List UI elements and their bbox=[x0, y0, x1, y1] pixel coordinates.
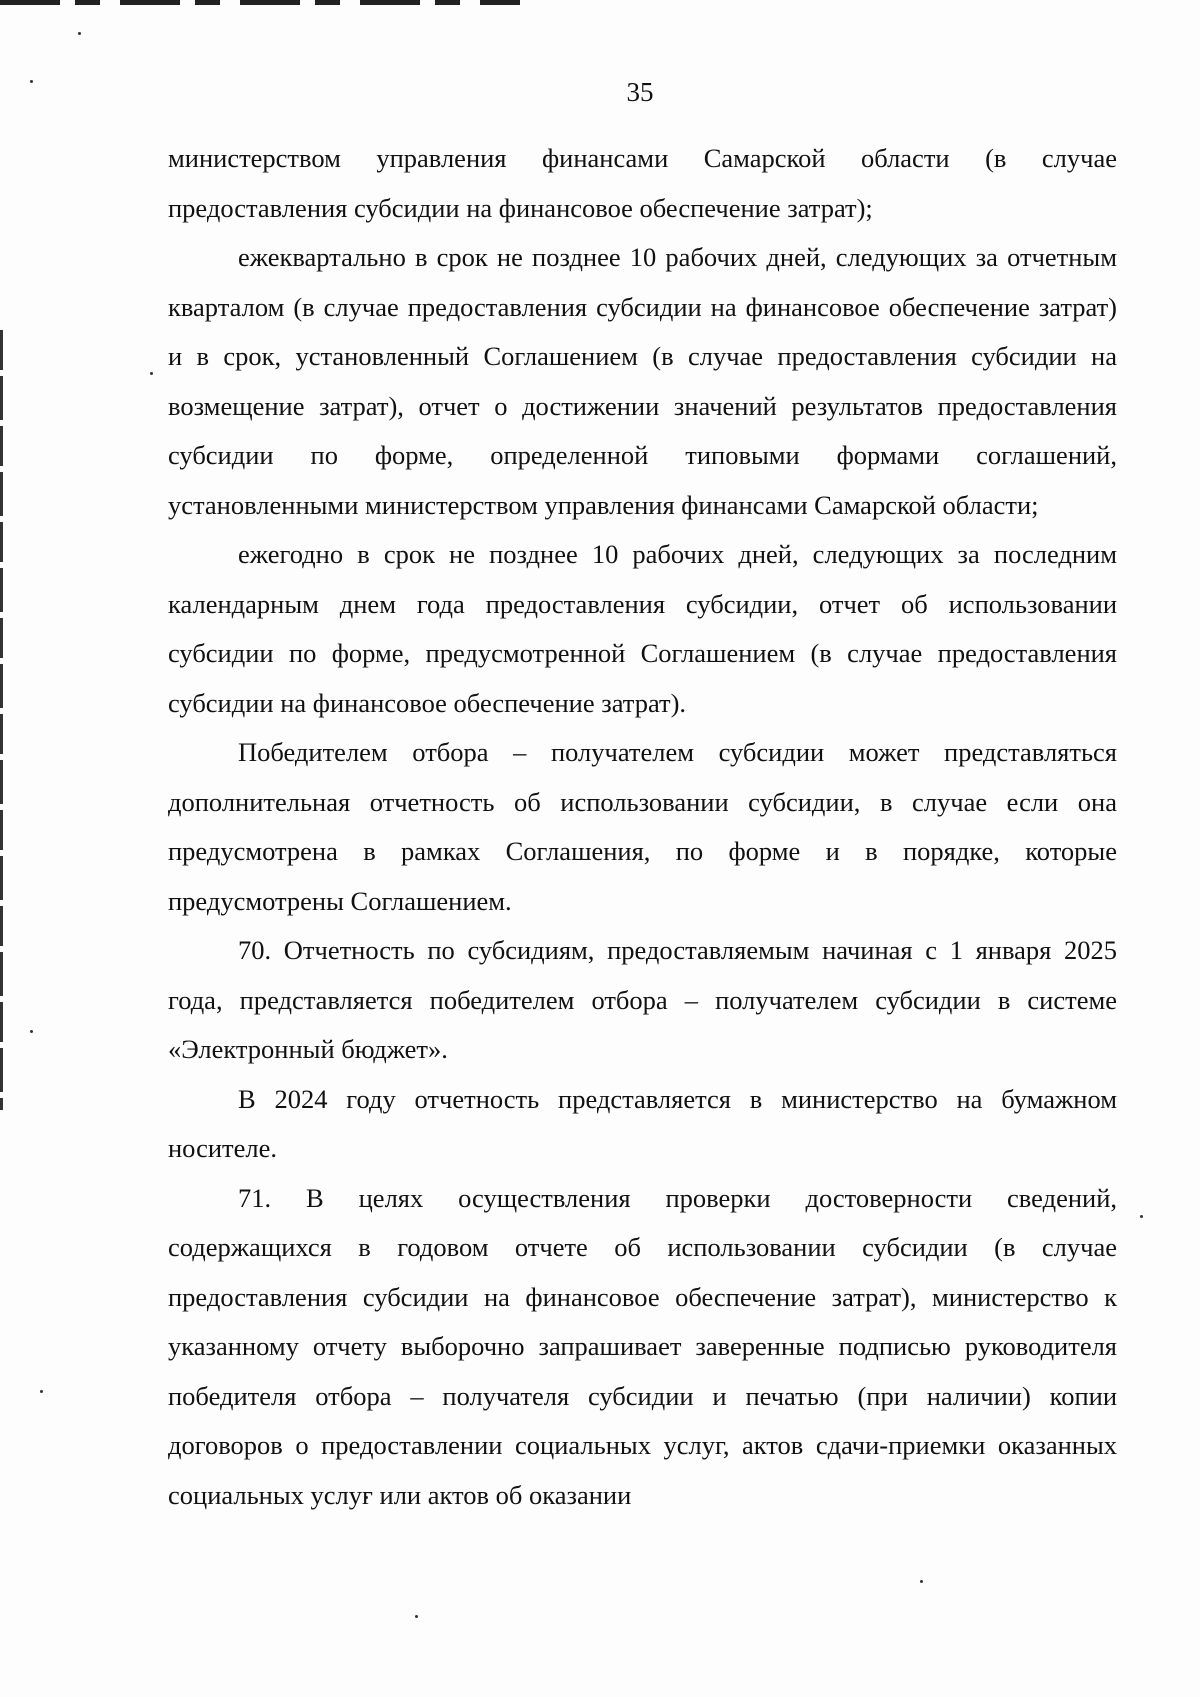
paragraph: 70. Отчетность по субсидиям, предоставляемым начиная с 1 января 2025 года, представляется победителем отбора – получателем субсидии в системе «Электронный бюджет». bbox=[168, 935, 1117, 1064]
scan-speck bbox=[415, 1615, 418, 1618]
scan-margin-artifact bbox=[0, 330, 3, 1110]
scan-speck bbox=[920, 1580, 923, 1583]
paragraph: ежеквартально в срок не позднее 10 рабочих дней, следующих за отчетным кварталом (в случае предоставления субсидии на финансовое обеспечение затрат) и в срок, установленный Соглашением (в случае предоставления субсидии на возмещение затрат), отчет о достижении значений результатов предоставления субсидии по форме, определенной типовыми формами соглашений, установленными министерством управления финансами Самарской области; bbox=[168, 242, 1117, 520]
paragraph: Победителем отбора – получателем субсидии может представляться дополнительная отчетность об использовании субсидии, в случае если она предусмотрена в рамках Соглашения, по форме и в порядке, которые предусмотрены Соглашением. bbox=[168, 737, 1117, 916]
scan-speck bbox=[30, 1030, 33, 1033]
scan-speck bbox=[78, 32, 81, 35]
scan-speck bbox=[1140, 1215, 1143, 1218]
scan-speck bbox=[40, 1390, 43, 1393]
scan-speck bbox=[150, 372, 153, 375]
page-number: 35 bbox=[626, 77, 654, 107]
paragraph: В 2024 году отчетность представляется в министерство на бумажном носителе. bbox=[168, 1083, 1117, 1163]
paragraph: 71. В целях осуществления проверки достоверности сведений, содержащихся в годовом отчете об использовании субсидии (в случае предоставления субсидии на финансовое обеспечение затрат), министерство к указанному отчету выборочно запрашивает заверенные подписью руководителя победителя отбора – получателя субсидии и печатью (при наличии) копии договоров о предоставлении социальных услуг, актов сдачи-приемки оказанных социальных услуг или актов об оказании bbox=[168, 1182, 1117, 1510]
paragraph: министерством управления финансами Самарской области (в случае предоставления субсидии на финансовое обеспечение затрат); bbox=[168, 143, 1117, 223]
paragraph: ежегодно в срок не позднее 10 рабочих дней, следующих за последним календарным днем года предоставления субсидии, отчет об использовании субсидии по форме, предусмотренной Соглашением (в случае предоставления субсидии на финансовое обеспечение затрат). bbox=[168, 539, 1117, 718]
document-body bbox=[168, 134, 1117, 1520]
scan-edge-artifact bbox=[0, 0, 520, 5]
